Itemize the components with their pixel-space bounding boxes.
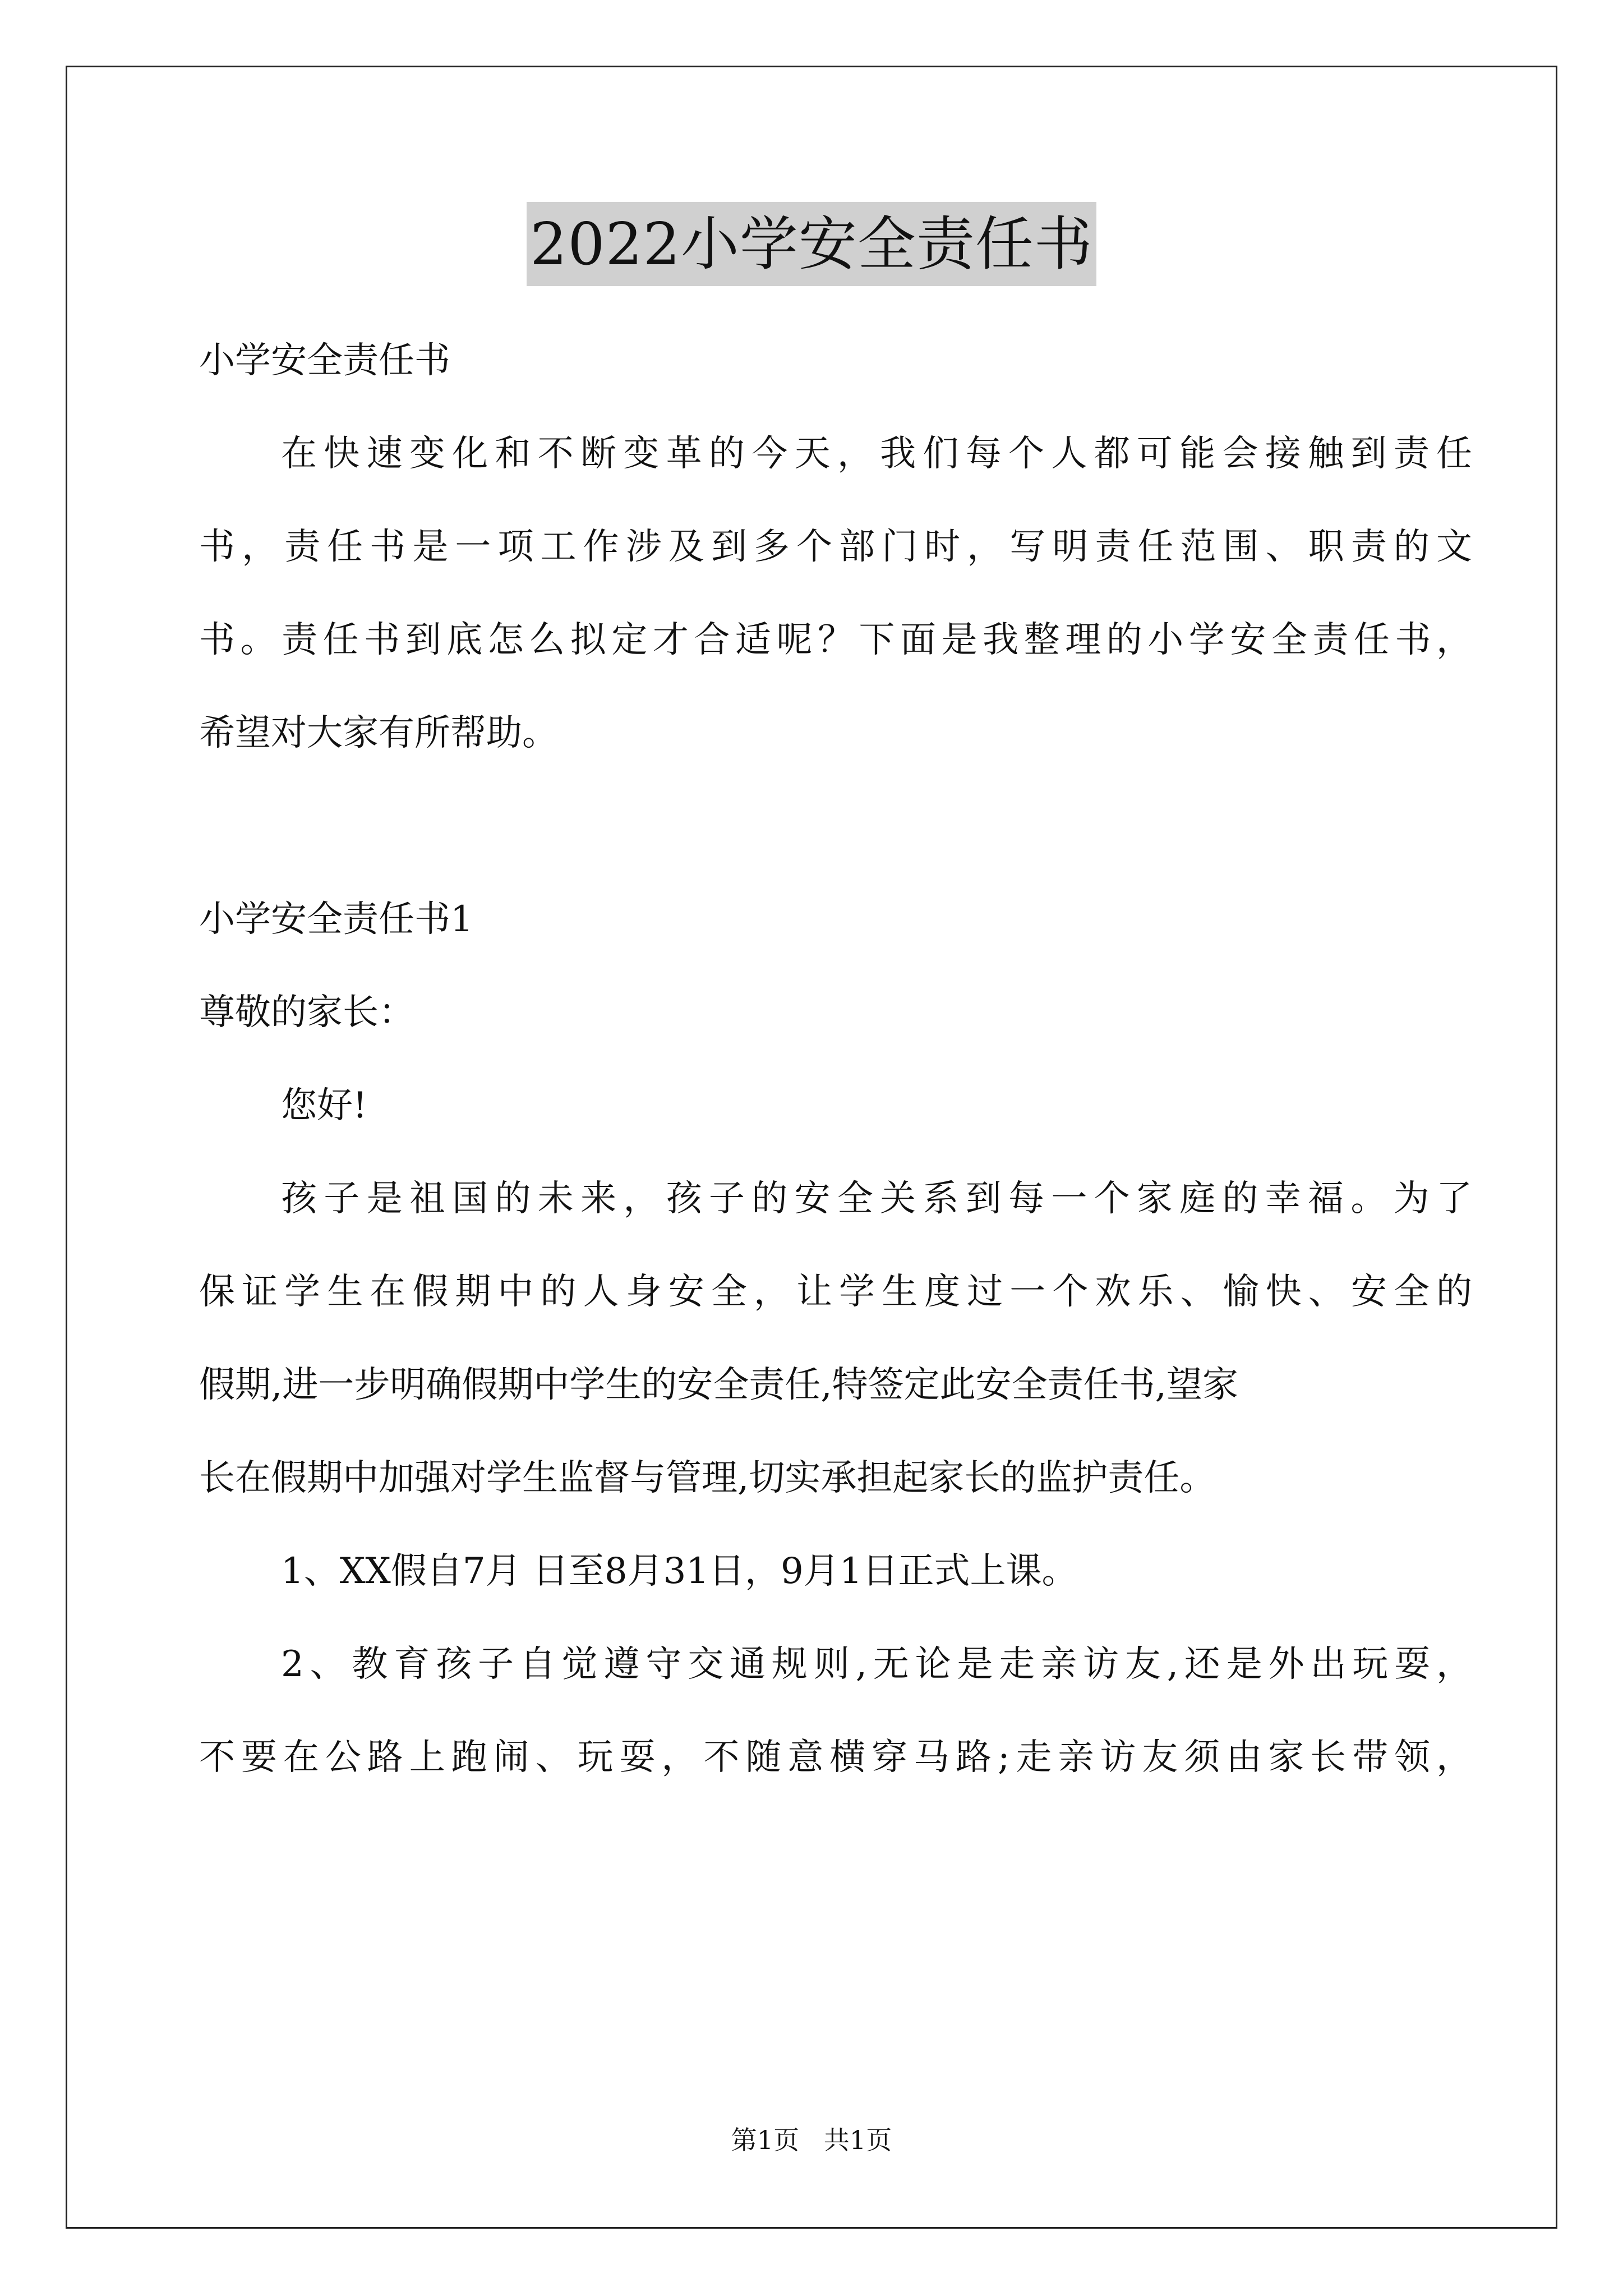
title-container [0,202,1623,286]
paragraph-line: 孩子是祖国的未来，孩子的安全关系到每一个家庭的幸福。为了 [281,1178,1472,1220]
intro-line: 希望对大家有所帮助。 [199,712,558,754]
section-heading: 小学安全责任书1 [199,899,473,940]
list-item-1: 1、XX假自7月 日至8月31日，9月1日正式上课。 [281,1550,1078,1592]
paragraph-line: 保证学生在假期中的人身安全，让学生度过一个欢乐、愉快、安全的 [199,1271,1472,1313]
page-footer: 第1页 共1页 [731,2125,892,2155]
paragraph-line: 长在假期中加强对学生监督与管理,切实承担起家长的监护责任。 [199,1457,1216,1499]
intro-line: 在快速变化和不断变革的今天，我们每个人都可能会接触到责任 [281,433,1472,475]
list-item-2-line: 2、教育孩子自觉遵守交通规则,无论是走亲访友,还是外出玩耍， [281,1644,1472,1685]
blank-line [199,780,1472,873]
paragraph-line: 假期,进一步明确假期中学生的安全责任,特签定此安全责任书,望家 [199,1364,1239,1406]
intro-line: 书。责任书到底怎么拟定才合适呢？下面是我整理的小学安全责任书， [199,619,1472,661]
subtitle: 小学安全责任书 [199,340,450,381]
salutation: 尊敬的家长： [199,992,414,1033]
intro-line: 书，责任书是一项工作涉及到多个部门时，写明责任范围、职责的文 [199,526,1472,568]
document-title: 2022小学安全责任书 [527,202,1096,286]
document-body [199,314,1472,1804]
greeting: 您好! [281,1085,367,1126]
list-item-2-line: 不要在公路上跑闹、玩耍，不随意横穿马路;走亲访友须由家长带领， [199,1737,1472,1778]
